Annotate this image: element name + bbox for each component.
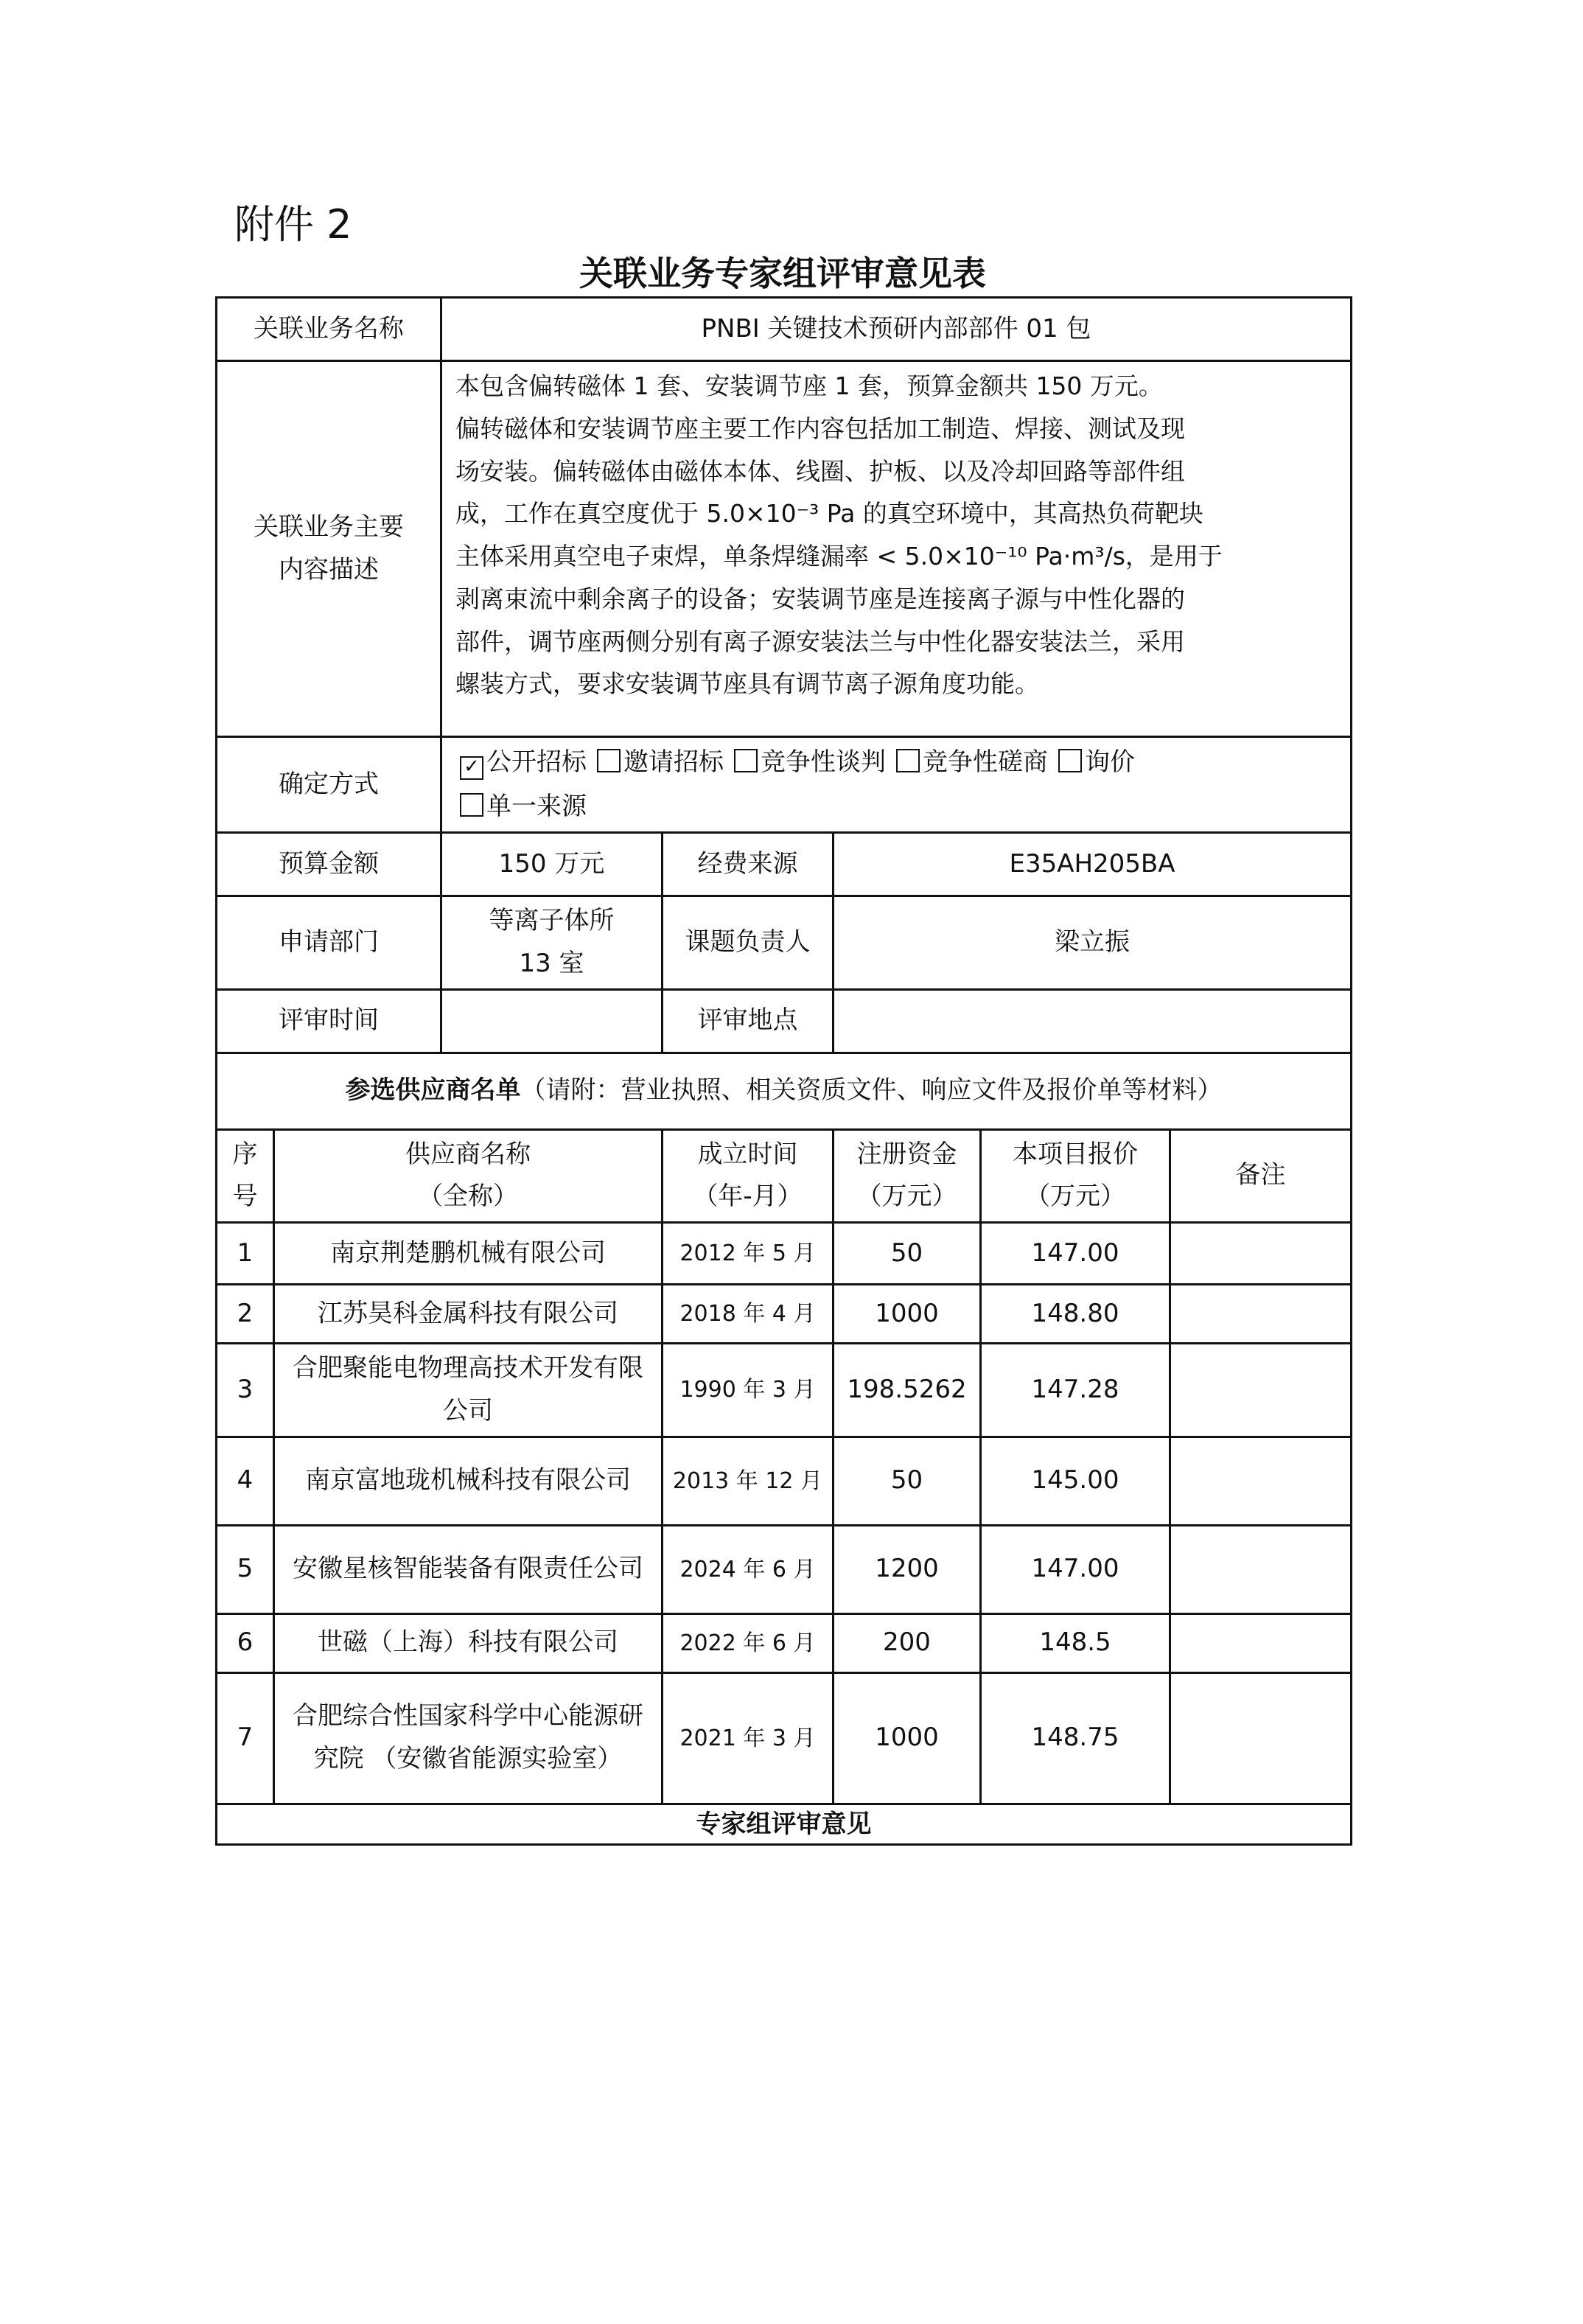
method-row (217, 737, 1352, 833)
business-name-label: 关联业务名称 (217, 298, 441, 361)
header-supplier-name: 供应商名称 （全称） (274, 1129, 663, 1223)
review-place-value (834, 989, 1352, 1053)
budget-value: 150 万元 (441, 833, 663, 896)
header-established: 成立时间 （年-月） (663, 1129, 834, 1223)
table-row: 7 合肥综合性国家科学中心能源研究院 （安徽省能源实验室） 2021 年 3 月 1000 148.75 (217, 1672, 1352, 1804)
method-option-single-source[interactable]: 单一来源 (460, 785, 587, 829)
method-label: 确定方式 (217, 737, 441, 833)
description-label-line2: 内容描述 (279, 554, 379, 585)
checkbox-icon (896, 749, 920, 772)
table-row: 4 南京富地珑机械科技有限公司 2013 年 12 月 50 145.00 (217, 1437, 1352, 1525)
checkbox-icon (460, 793, 483, 817)
checkbox-checked-icon: ✓ (460, 756, 483, 780)
review-form-table (215, 296, 1352, 1846)
table-row: 2 江苏昊科金属科技有限公司 2018 年 4 月 1000 148.80 (217, 1285, 1352, 1344)
department-row (217, 896, 1352, 990)
project-leader-value: 梁立振 (834, 896, 1352, 990)
description-line: 场安装。偏转磁体由磁体本体、线圈、护板、以及冷却回路等部件组 (455, 456, 1185, 486)
attachment-label: 附件 2 (234, 201, 352, 248)
method-option-consultation[interactable]: 竞争性磋商 (896, 741, 1048, 785)
table-row: 6 世磁（上海）科技有限公司 2022 年 6 月 200 148.5 (217, 1613, 1352, 1672)
header-no: 序 号 (217, 1129, 274, 1223)
method-option-negotiation[interactable]: 竞争性谈判 (734, 741, 886, 785)
review-time-row (217, 989, 1352, 1053)
header-capital: 注册资金 （万元） (834, 1129, 981, 1223)
suppliers-section-title: 参选供应商名单（请附：营业执照、相关资质文件、响应文件及报价单等材料） (217, 1053, 1352, 1129)
header-price: 本项目报价 （万元） (981, 1129, 1170, 1223)
department-value: 等离子体所 13 室 (441, 896, 663, 990)
description-row (217, 361, 1352, 737)
review-time-label: 评审时间 (217, 989, 441, 1053)
description-line: 主体采用真空电子束焊，单条焊缝漏率 < 5.0×10⁻¹⁰ Pa·m³/s，是用于 (455, 542, 1223, 570)
business-name-row (217, 298, 1352, 361)
review-time-value (441, 989, 663, 1053)
suppliers-section-row (217, 1053, 1352, 1129)
checkbox-icon (597, 749, 621, 772)
department-label: 申请部门 (217, 896, 441, 990)
expert-opinion-row (217, 1804, 1352, 1844)
description-text (441, 361, 1352, 737)
budget-row (217, 833, 1352, 896)
table-row: 3 合肥聚能电物理高技术开发有限公司 1990 年 3 月 198.5262 147.28 (217, 1344, 1352, 1437)
description-line: 部件，调节座两侧分别有离子源安装法兰与中性化器安装法兰，采用 (455, 627, 1185, 656)
budget-label: 预算金额 (217, 833, 441, 896)
description-label-line1: 关联业务主要 (254, 512, 404, 542)
business-name-value: PNBI 关键技术预研内部部件 01 包 (441, 298, 1352, 361)
checkbox-icon (1058, 749, 1082, 772)
description-line: 成，工作在真空度优于 5.0×10⁻³ Pa 的真空环境中，其高热负荷靶块 (455, 499, 1203, 528)
table-row: 5 安徽星核智能装备有限责任公司 2024 年 6 月 1200 147.00 (217, 1525, 1352, 1613)
review-place-label: 评审地点 (663, 989, 834, 1053)
form-title: 关联业务专家组评审意见表 (579, 254, 986, 293)
expert-opinion-label: 专家组评审意见 (217, 1804, 1352, 1844)
method-options (441, 737, 1352, 833)
description-line: 螺装方式，要求安装调节座具有调节离子源角度功能。 (455, 669, 1039, 699)
table-row: 1 南京荆楚鹏机械有限公司 2012 年 5 月 50 147.00 (217, 1223, 1352, 1285)
project-leader-label: 课题负责人 (663, 896, 834, 990)
checkbox-icon (734, 749, 758, 772)
description-line: 偏转磁体和安装调节座主要工作内容包括加工制造、焊接、测试及现 (455, 413, 1185, 443)
fund-source-value: E35AH205BA (834, 833, 1352, 896)
description-label (217, 361, 441, 737)
supplier-header-row (217, 1129, 1352, 1223)
method-option-invited-tender[interactable]: 邀请招标 (597, 741, 724, 785)
description-line: 本包含偏转磁体 1 套、安装调节座 1 套，预算金额共 150 万元。 (455, 371, 1163, 400)
fund-source-label: 经费来源 (663, 833, 834, 896)
header-remark: 备注 (1170, 1129, 1352, 1223)
method-option-open-tender[interactable]: ✓ 公开招标 (460, 741, 587, 785)
description-line: 剥离束流中剩余离子的设备；安装调节座是连接离子源与中性化器的 (455, 584, 1185, 613)
method-option-inquiry[interactable]: 询价 (1058, 741, 1135, 785)
